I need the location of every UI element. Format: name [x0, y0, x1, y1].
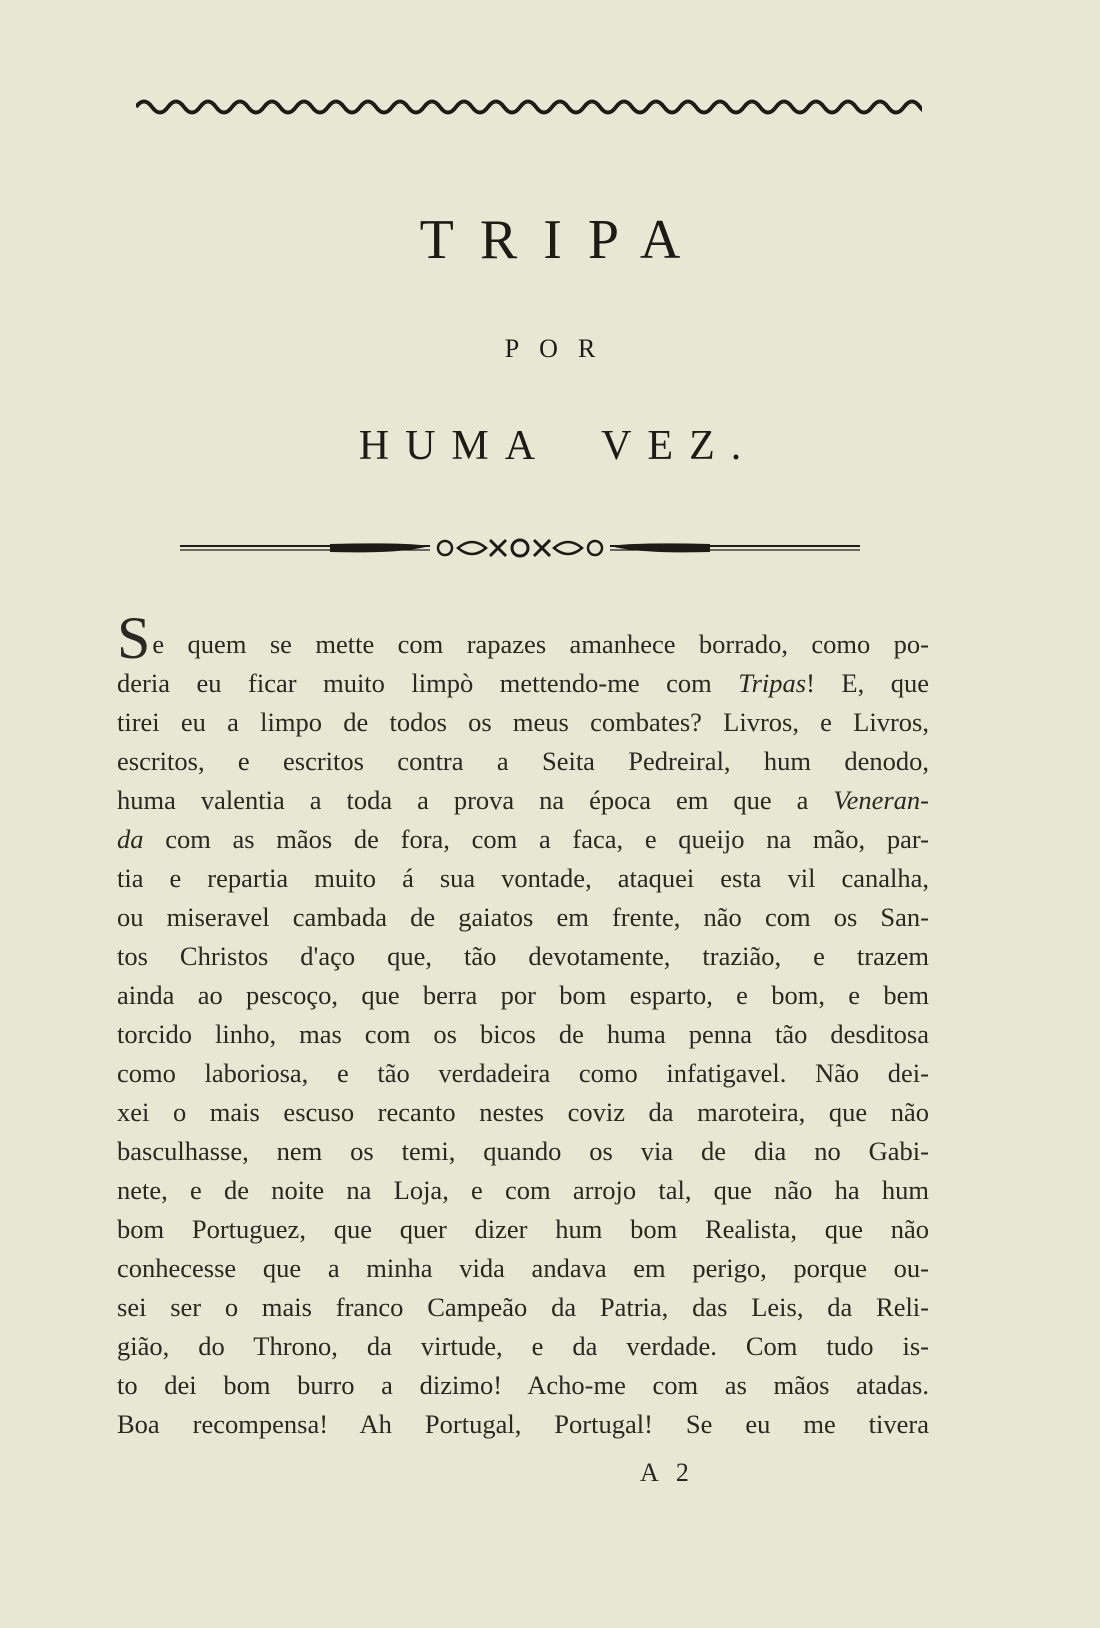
body-paragraph: [117, 605, 930, 1444]
text-line-9: tos Christos d'aço que, tão devotamente, trazião, e trazem: [117, 941, 929, 971]
title-vez: VEZ.: [601, 423, 758, 469]
text-line-19: gião, do Throno, da virtude, e da verdade. Com tudo is-: [117, 1331, 929, 1361]
text-line-6: da com as mãos de fora, com a faca, e queijo na mão, par-: [117, 824, 930, 854]
text-line-7: tia e repartia muito á sua vontade, ataquei esta vil canalha,: [117, 863, 929, 893]
text-line-10: ainda ao pescoço, que berra por bom esparto, e bom, e bem: [117, 980, 929, 1010]
text-line-13: xei o mais escuso recanto nestes coviz da maroteira, que não: [117, 1097, 929, 1127]
title-tripa: TRIPA: [419, 209, 707, 271]
top-wave-rule: [136, 92, 922, 122]
italic-da: da: [117, 824, 144, 854]
signature-mark: A 2: [640, 1458, 695, 1487]
text-line-18: sei ser o mais franco Campeão da Patria, das Leis, da Reli-: [117, 1292, 929, 1322]
text-line-8: ou miseravel cambada de gaiatos em frente, não com os San-: [117, 902, 929, 932]
text-line-15: nete, e de noite na Loja, e com arrojo tal, que não ha hum: [117, 1175, 929, 1205]
text-line-14: basculhasse, nem os temi, quando os via de dia no Gabi-: [117, 1136, 929, 1166]
title-huma: HUMA: [358, 423, 552, 469]
italic-tripas: Tripas: [738, 668, 807, 698]
text-line-21: Boa recompensa! Ah Portugal, Portugal! Se eu me tivera: [117, 1409, 929, 1439]
ornament-divider: [180, 534, 860, 562]
text-line-17: conhecesse que a minha vida andava em perigo, porque ou-: [117, 1253, 929, 1283]
text-line-3: tirei eu a limpo de todos os meus combates? Livros, e Livros,: [117, 707, 929, 737]
italic-veneranda: Veneran-: [833, 785, 930, 815]
text-line-4: escritos, e escritos contra a Seita Pedreiral, hum denodo,: [117, 746, 929, 776]
text-line-11: torcido linho, mas com os bicos de huma penna tão desditosa: [117, 1019, 929, 1049]
drop-cap: S: [117, 605, 151, 671]
text-line-5: huma valentia a toda a prova na época em que a Veneran-: [117, 785, 930, 815]
title-por: POR: [504, 334, 616, 363]
text-line-12: como laboriosa, e tão verdadeira como infatigavel. Não dei-: [117, 1058, 929, 1088]
text-line-16: bom Portuguez, que quer dizer hum bom Realista, que não: [117, 1214, 929, 1244]
title-huma-vez: [0, 422, 1100, 470]
text-line-20: to dei bom burro a dizimo! Acho-me com as mãos atadas.: [117, 1370, 929, 1400]
text-line-1: Se quem se mette com rapazes amanhece borrado, como po-: [117, 605, 929, 671]
text-line-2: deria eu ficar muito limpò mettendo-me com Tripas! E, que: [117, 668, 930, 698]
